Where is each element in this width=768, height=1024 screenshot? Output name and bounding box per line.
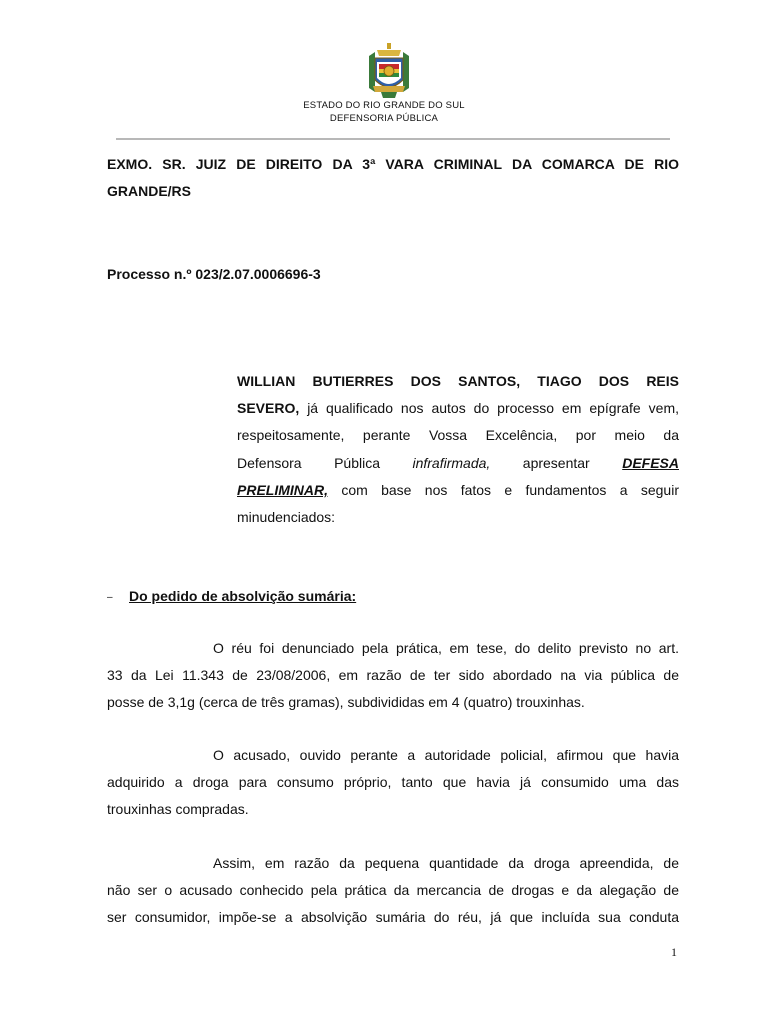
intro-text: apresentar bbox=[490, 454, 623, 471]
bullet-dash: – bbox=[107, 592, 113, 603]
paragraph-line: O acusado, ouvido perante a autoridade policial, afirmou que havia bbox=[213, 747, 679, 763]
paragraph-line: não ser o acusado conhecido pela prática da mercancia de drogas e da alegação de bbox=[107, 881, 679, 898]
defendants-names: WILLIAN BUTIERRES DOS SANTOS, TIAGO DOS REIS bbox=[237, 373, 679, 389]
intro-line bbox=[237, 477, 679, 504]
body-paragraph bbox=[107, 635, 679, 715]
paragraph-line: trouxinhas compradas. bbox=[107, 800, 249, 817]
coat-of-arms-icon bbox=[367, 42, 411, 100]
intro-line bbox=[237, 504, 679, 531]
intro-text: respeitosamente, perante Vossa Excelência, por meio da bbox=[237, 427, 679, 444]
header-divider bbox=[116, 138, 670, 140]
paragraph-line: posse de 3,1g (cerca de três gramas), subdivididas em 4 (quatro) trouxinhas. bbox=[107, 693, 585, 710]
letterhead bbox=[0, 99, 768, 125]
paragraph-line: ser consumidor, impõe-se a absolvição sumária do réu, já que incluída sua conduta bbox=[107, 908, 679, 925]
defendants-names-cont: SEVERO, bbox=[237, 400, 300, 417]
intro-line bbox=[237, 368, 679, 395]
intro-italic-text: infrafirmada, bbox=[412, 454, 491, 471]
intro-line bbox=[237, 422, 679, 449]
intro-text: minudenciados: bbox=[237, 508, 336, 525]
section-heading bbox=[107, 584, 679, 610]
paragraph-line: adquirido a droga para consumo próprio, tanto que havia já consumido uma das bbox=[107, 773, 679, 790]
letterhead-office: DEFENSORIA PÚBLICA bbox=[329, 113, 439, 124]
intro-text: Defensora Pública bbox=[237, 454, 413, 471]
addressee-heading: EXMO. SR. JUIZ DE DIREITO DA 3ª VARA CRIMINAL DA COMARCA DE RIO GRANDE/RS bbox=[107, 156, 679, 199]
intro-line bbox=[237, 450, 679, 477]
paragraph-line: 33 da Lei 11.343 de 23/08/2006, em razão de ter sido abordado na via pública de bbox=[107, 666, 679, 683]
defense-title-cont: PRELIMINAR, bbox=[237, 481, 328, 498]
body-paragraph bbox=[107, 742, 679, 822]
letterhead-state: ESTADO DO RIO GRANDE DO SUL bbox=[303, 100, 465, 111]
section-title: Do pedido de absolvição sumária: bbox=[129, 588, 357, 604]
body-paragraph bbox=[107, 850, 679, 930]
intro-line bbox=[237, 395, 679, 422]
defense-title: DEFESA bbox=[622, 454, 679, 471]
process-number: Processo n.º 023/2.07.0006696-3 bbox=[107, 266, 321, 282]
intro-text: com base nos fatos e fundamentos a seguir bbox=[328, 481, 679, 498]
paragraph-line: O réu foi denunciado pela prática, em tese, do delito previsto no art. bbox=[213, 640, 679, 656]
intro-text: já qualificado nos autos do processo em epígrafe vem, bbox=[299, 400, 679, 417]
paragraph-line: Assim, em razão da pequena quantidade da droga apreendida, de bbox=[213, 855, 679, 871]
intro-paragraph bbox=[237, 368, 679, 531]
page-number: 1 bbox=[671, 945, 677, 959]
